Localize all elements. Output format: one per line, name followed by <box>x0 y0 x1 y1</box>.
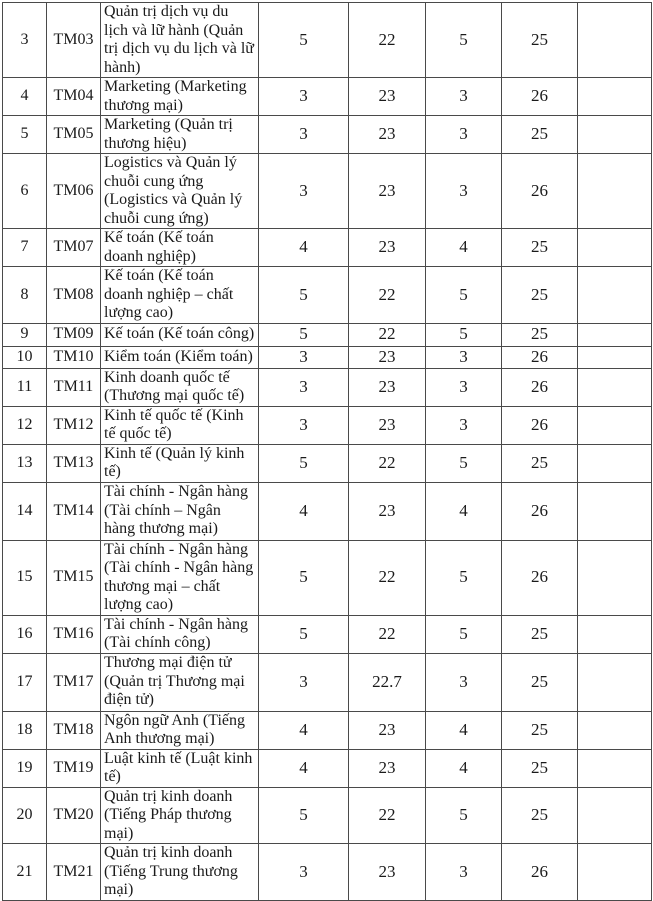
table-row <box>3 229 652 267</box>
cell-value-2: 22 <box>349 444 426 482</box>
table-row <box>3 323 652 346</box>
table-row <box>3 844 652 901</box>
cell-stt: 21 <box>3 844 47 901</box>
cell-value-3: 5 <box>426 3 502 78</box>
cell-note <box>578 229 652 267</box>
cell-value-4: 25 <box>502 615 578 653</box>
cell-value-4: 26 <box>502 346 578 368</box>
cell-major-code: TM13 <box>47 444 101 482</box>
cell-stt: 11 <box>3 368 47 406</box>
cell-value-3: 3 <box>426 653 502 711</box>
cell-major-code: TM03 <box>47 3 101 78</box>
cell-major-code: TM06 <box>47 154 101 229</box>
cell-value-2: 23 <box>349 711 426 749</box>
cell-value-4: 26 <box>502 482 578 540</box>
cell-major-code: TM15 <box>47 540 101 615</box>
table-row <box>3 346 652 368</box>
cell-value-1: 5 <box>259 267 349 324</box>
cell-major-code: TM20 <box>47 787 101 844</box>
cell-value-1: 3 <box>259 116 349 154</box>
cell-stt: 10 <box>3 346 47 368</box>
cell-major-name: Kinh tế (Quản lý kinh tế) <box>101 444 259 482</box>
cell-major-name: Kiểm toán (Kiểm toán) <box>101 346 259 368</box>
cell-major-name: Quản trị dịch vụ du lịch và lữ hành (Quản trị dịch vụ du lịch và lữ hành) <box>101 3 259 78</box>
cell-major-code: TM18 <box>47 711 101 749</box>
cell-value-1: 3 <box>259 154 349 229</box>
cell-note <box>578 787 652 844</box>
cell-value-3: 5 <box>426 787 502 844</box>
cell-value-2: 22 <box>349 267 426 324</box>
cell-stt: 17 <box>3 653 47 711</box>
cell-value-1: 5 <box>259 444 349 482</box>
table-row <box>3 3 652 78</box>
cell-value-4: 25 <box>502 229 578 267</box>
cell-major-name: Marketing (Quản trị thương hiệu) <box>101 116 259 154</box>
cell-note <box>578 346 652 368</box>
cell-major-name: Luật kinh tế (Luật kinh tế) <box>101 749 259 787</box>
cell-value-4: 25 <box>502 711 578 749</box>
cell-major-code: TM09 <box>47 323 101 346</box>
cell-major-name: Thương mại điện tử (Quản trị Thương mại điện tử) <box>101 653 259 711</box>
cell-value-1: 4 <box>259 482 349 540</box>
cell-major-code: TM10 <box>47 346 101 368</box>
cell-value-1: 5 <box>259 3 349 78</box>
cell-value-2: 23 <box>349 406 426 444</box>
cell-stt: 6 <box>3 154 47 229</box>
cell-value-4: 25 <box>502 267 578 324</box>
cell-major-code: TM12 <box>47 406 101 444</box>
cell-major-name: Tài chính - Ngân hàng (Tài chính công) <box>101 615 259 653</box>
cell-value-2: 23 <box>349 229 426 267</box>
cell-value-1: 5 <box>259 787 349 844</box>
cell-value-4: 26 <box>502 540 578 615</box>
cell-value-1: 5 <box>259 615 349 653</box>
cell-value-3: 3 <box>426 368 502 406</box>
cell-value-4: 26 <box>502 406 578 444</box>
cell-value-1: 3 <box>259 653 349 711</box>
cell-value-2: 22.7 <box>349 653 426 711</box>
cell-note <box>578 482 652 540</box>
cell-stt: 19 <box>3 749 47 787</box>
cell-value-4: 26 <box>502 154 578 229</box>
cell-value-4: 25 <box>502 3 578 78</box>
cell-note <box>578 154 652 229</box>
cell-stt: 9 <box>3 323 47 346</box>
cell-stt: 16 <box>3 615 47 653</box>
cell-note <box>578 267 652 324</box>
cell-major-code: TM17 <box>47 653 101 711</box>
cell-value-3: 5 <box>426 540 502 615</box>
cell-major-name: Kế toán (Kế toán doanh nghiệp – chất lượng cao) <box>101 267 259 324</box>
table-row <box>3 444 652 482</box>
cell-value-2: 23 <box>349 749 426 787</box>
cell-value-3: 5 <box>426 444 502 482</box>
cell-major-name: Quản trị kinh doanh (Tiếng Trung thương mại) <box>101 844 259 901</box>
cell-stt: 5 <box>3 116 47 154</box>
cell-stt: 15 <box>3 540 47 615</box>
cell-value-4: 25 <box>502 787 578 844</box>
cell-stt: 14 <box>3 482 47 540</box>
cell-stt: 7 <box>3 229 47 267</box>
cell-major-name: Kế toán (Kế toán doanh nghiệp) <box>101 229 259 267</box>
table-row <box>3 540 652 615</box>
cell-value-1: 3 <box>259 346 349 368</box>
cell-note <box>578 78 652 116</box>
cell-major-name: Ngôn ngữ Anh (Tiếng Anh thương mại) <box>101 711 259 749</box>
cell-value-1: 5 <box>259 323 349 346</box>
cell-value-1: 4 <box>259 229 349 267</box>
cell-value-1: 3 <box>259 78 349 116</box>
cell-value-2: 23 <box>349 154 426 229</box>
cell-value-2: 22 <box>349 3 426 78</box>
cell-major-code: TM19 <box>47 749 101 787</box>
cell-value-3: 3 <box>426 844 502 901</box>
cell-note <box>578 444 652 482</box>
cell-value-2: 23 <box>349 78 426 116</box>
cell-note <box>578 615 652 653</box>
cell-value-3: 4 <box>426 229 502 267</box>
cell-major-name: Marketing (Marketing thương mại) <box>101 78 259 116</box>
cell-major-code: TM08 <box>47 267 101 324</box>
cell-stt: 18 <box>3 711 47 749</box>
cell-value-4: 26 <box>502 78 578 116</box>
cell-stt: 4 <box>3 78 47 116</box>
table-row <box>3 787 652 844</box>
cell-stt: 13 <box>3 444 47 482</box>
cell-major-name: Logistics và Quản lý chuỗi cung ứng (Logistics và Quản lý chuỗi cung ứng) <box>101 154 259 229</box>
cell-value-4: 25 <box>502 116 578 154</box>
table-row <box>3 116 652 154</box>
cell-major-name: Kế toán (Kế toán công) <box>101 323 259 346</box>
table-body <box>3 3 652 901</box>
table-row <box>3 711 652 749</box>
cell-value-3: 5 <box>426 615 502 653</box>
table-row <box>3 615 652 653</box>
cell-value-4: 25 <box>502 444 578 482</box>
table-row <box>3 749 652 787</box>
cell-value-3: 4 <box>426 711 502 749</box>
cell-value-2: 23 <box>349 482 426 540</box>
cell-value-3: 3 <box>426 116 502 154</box>
table-row <box>3 653 652 711</box>
cell-value-3: 3 <box>426 154 502 229</box>
cell-value-2: 22 <box>349 787 426 844</box>
cell-major-code: TM21 <box>47 844 101 901</box>
cell-major-code: TM14 <box>47 482 101 540</box>
cell-value-2: 23 <box>349 844 426 901</box>
table-row <box>3 78 652 116</box>
table-row <box>3 368 652 406</box>
table-row <box>3 154 652 229</box>
cell-note <box>578 3 652 78</box>
cell-value-1: 5 <box>259 540 349 615</box>
cell-value-4: 25 <box>502 749 578 787</box>
cell-major-name: Kinh doanh quốc tế (Thương mại quốc tế) <box>101 368 259 406</box>
cell-value-3: 3 <box>426 78 502 116</box>
cell-major-code: TM05 <box>47 116 101 154</box>
cell-value-2: 23 <box>349 116 426 154</box>
cell-value-1: 4 <box>259 711 349 749</box>
cell-value-4: 26 <box>502 844 578 901</box>
cell-value-3: 5 <box>426 323 502 346</box>
cell-note <box>578 711 652 749</box>
cell-value-3: 4 <box>426 482 502 540</box>
admission-table <box>2 2 652 901</box>
cell-stt: 3 <box>3 3 47 78</box>
cell-major-code: TM11 <box>47 368 101 406</box>
cell-major-name: Tài chính - Ngân hàng (Tài chính - Ngân hàng thương mại – chất lượng cao) <box>101 540 259 615</box>
cell-value-3: 4 <box>426 749 502 787</box>
cell-note <box>578 406 652 444</box>
cell-value-1: 3 <box>259 844 349 901</box>
cell-value-3: 3 <box>426 406 502 444</box>
cell-major-code: TM07 <box>47 229 101 267</box>
cell-value-3: 5 <box>426 267 502 324</box>
cell-note <box>578 323 652 346</box>
cell-value-4: 26 <box>502 368 578 406</box>
table-row <box>3 267 652 324</box>
cell-value-2: 23 <box>349 368 426 406</box>
cell-note <box>578 368 652 406</box>
cell-value-2: 23 <box>349 346 426 368</box>
cell-value-1: 4 <box>259 749 349 787</box>
cell-value-2: 22 <box>349 615 426 653</box>
cell-note <box>578 749 652 787</box>
cell-major-name: Quản trị kinh doanh (Tiếng Pháp thương mại) <box>101 787 259 844</box>
cell-note <box>578 116 652 154</box>
table-row <box>3 406 652 444</box>
cell-stt: 20 <box>3 787 47 844</box>
cell-major-code: TM16 <box>47 615 101 653</box>
cell-value-4: 25 <box>502 653 578 711</box>
cell-note <box>578 540 652 615</box>
cell-major-name: Kinh tế quốc tế (Kinh tế quốc tế) <box>101 406 259 444</box>
cell-note <box>578 653 652 711</box>
cell-stt: 12 <box>3 406 47 444</box>
cell-major-name: Tài chính - Ngân hàng (Tài chính – Ngân hàng thương mại) <box>101 482 259 540</box>
cell-value-1: 3 <box>259 406 349 444</box>
cell-value-2: 22 <box>349 540 426 615</box>
cell-major-code: TM04 <box>47 78 101 116</box>
cell-value-4: 25 <box>502 323 578 346</box>
cell-note <box>578 844 652 901</box>
cell-stt: 8 <box>3 267 47 324</box>
cell-value-3: 3 <box>426 346 502 368</box>
cell-value-2: 22 <box>349 323 426 346</box>
cell-value-1: 3 <box>259 368 349 406</box>
table-row <box>3 482 652 540</box>
